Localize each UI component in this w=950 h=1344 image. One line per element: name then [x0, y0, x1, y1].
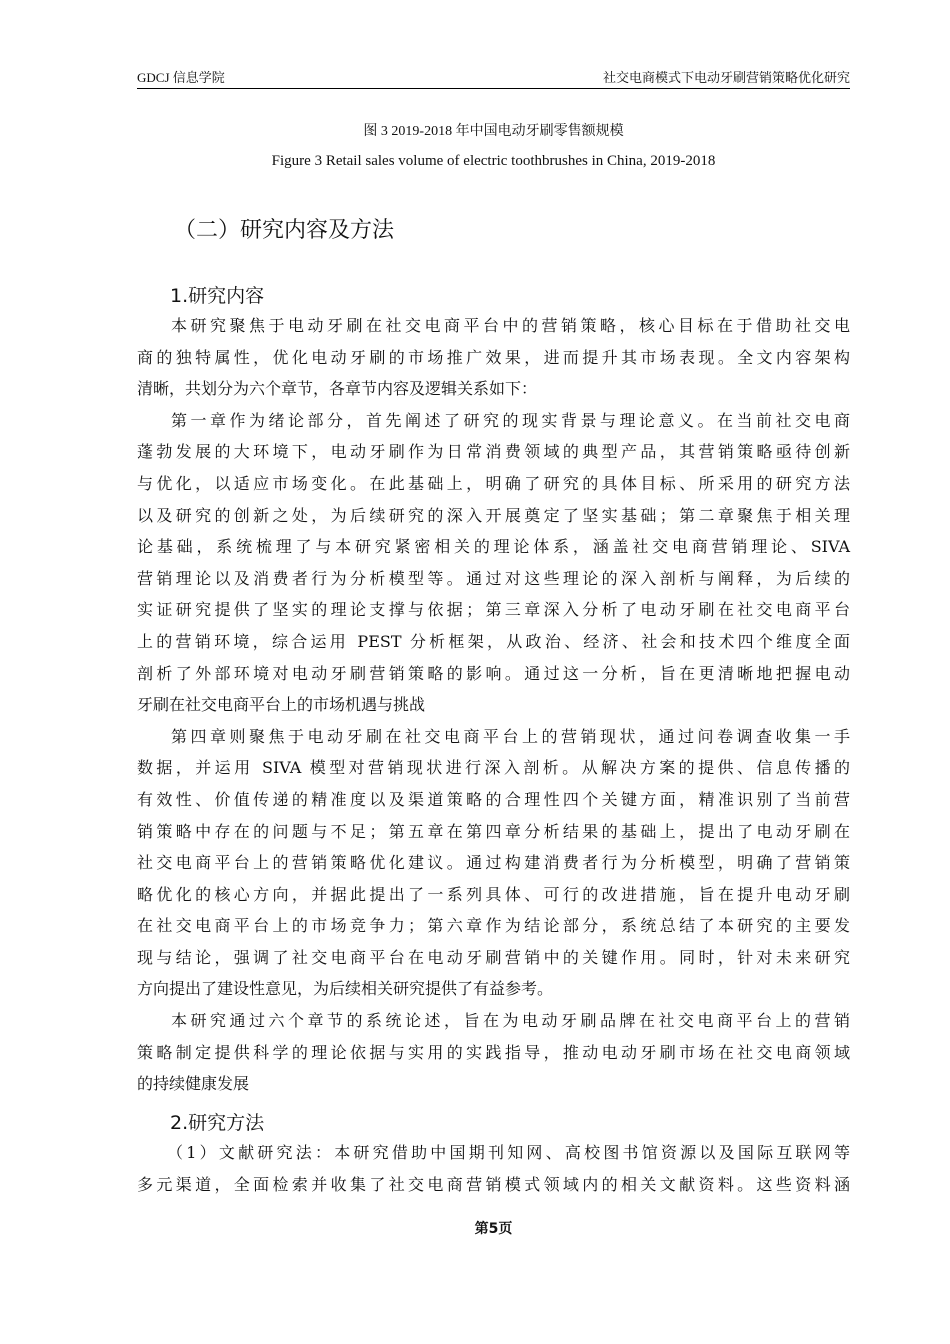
- paragraph-line: 略优化的核心方向，并据此提出了一系列具体、可行的改进措施，旨在提升电动牙刷: [137, 884, 850, 904]
- page-number: 第5页: [474, 1221, 513, 1237]
- subheading-research-content: 1.研究内容: [170, 285, 265, 307]
- paragraph-line: 以及研究的创新之处，为后续研究的深入开展奠定了坚实基础；第二章聚焦于相关理: [137, 505, 850, 525]
- paragraph-line: 策略制定提供科学的理论依据与实用的实践指导，推动电动牙刷市场在社交电商领域: [137, 1042, 850, 1062]
- paragraph-line: 第四章则聚焦于电动牙刷在社交电商平台上的营销现状，通过问卷调查收集一手: [171, 726, 850, 746]
- paragraph-line: 第一章作为绪论部分，首先阐述了研究的现实背景与理论意义。在当前社交电商: [171, 410, 850, 430]
- figure-caption-english: Figure 3 Retail sales volume of electric toothbrushes in China, 2019-2018: [271, 153, 716, 169]
- paragraph-line: 本研究通过六个章节的系统论述，旨在为电动牙刷品牌在社交电商平台上的营销: [171, 1011, 850, 1031]
- paragraph-line: 本研究聚焦于电动牙刷在社交电商平台中的营销策略，核心目标在于借助社交电: [171, 316, 850, 335]
- paragraph-line: 蓬勃发展的大环境下，电动牙刷作为日常消费领域的典型产品，其营销策略亟待创新: [137, 442, 850, 462]
- paragraph-line: 营销理论以及消费者行为分析模型等。通过对这些理论的深入剖析与阐释，为后续的: [137, 568, 850, 588]
- paragraph-line: 牙刷在社交电商平台上的市场机遇与挑战: [137, 695, 426, 715]
- paragraph-line: 清晰，共划分为六个章节，各章节内容及逻辑关系如下：: [137, 379, 538, 399]
- paragraph-line: 剖析了外部环境对电动牙刷营销策略的影响。通过这一分析，旨在更清晰地把握电动: [137, 663, 850, 683]
- paragraph-line: 论基础，系统梳理了与本研究紧密相关的理论体系，涵盖社交电商营销理论、SIVA: [137, 537, 850, 557]
- paragraph-line: 的持续健康发展: [137, 1074, 250, 1094]
- paragraph-line: 有效性、价值传递的精准度以及渠道策略的合理性四个关键方面，精准识别了当前营: [137, 789, 850, 809]
- section-heading: （二）研究内容及方法: [174, 218, 395, 243]
- header-institution: GDCJ 信息学院: [137, 70, 225, 85]
- paragraph-line: 在社交电商平台上的市场竞争力；第六章作为结论部分，系统总结了本研究的主要发: [137, 916, 850, 936]
- paragraph-line: 多元渠道，全面检索并收集了社交电商营销模式领域内的相关文献资料。这些资料涵: [137, 1174, 850, 1194]
- paragraph-line: 社交电商平台上的营销策略优化建议。通过构建消费者行为分析模型，明确了营销策: [137, 853, 850, 873]
- page-header: [137, 64, 850, 89]
- research-method-body: [137, 1137, 850, 1200]
- subheading-research-method: 2.研究方法: [170, 1112, 265, 1134]
- paragraph-line: 现与结论，强调了社交电商平台在电动牙刷营销中的关键作用。同时，针对未来研究: [137, 947, 850, 967]
- header-thesis-title: 社交电商模式下电动牙刷营销策略优化研究: [602, 70, 850, 85]
- paragraph-line: 数据，并运用 SIVA 模型对营销现状进行深入剖析。从解决方案的提供、信息传播的: [137, 758, 850, 778]
- paragraph-line: 实证研究提供了坚实的理论支撑与依据；第三章深入分析了电动牙刷在社交电商平台: [137, 600, 850, 620]
- research-content-body: [137, 310, 850, 1100]
- figure-caption-chinese: 图 3 2019-2018 年中国电动牙刷零售额规模: [363, 124, 624, 139]
- paragraph-line: 方向提出了建设性意见，为后续相关研究提供了有益参考。: [137, 979, 554, 999]
- paragraph-line: 商的独特属性，优化电动牙刷的市场推广效果，进而提升其市场表现。全文内容架构: [137, 347, 850, 367]
- paragraph-line: （1）文献研究法：本研究借助中国期刊知网、高校图书馆资源以及国际互联网等: [167, 1143, 850, 1162]
- paragraph-line: 与优化，以适应市场变化。在此基础上，明确了研究的具体目标、所采用的研究方法: [137, 473, 850, 493]
- paragraph-line: 销策略中存在的问题与不足；第五章在第四章分析结果的基础上，提出了电动牙刷在: [137, 821, 850, 841]
- paragraph-line: 上的营销环境，综合运用 PEST 分析框架，从政治、经济、社会和技术四个维度全面: [137, 631, 850, 651]
